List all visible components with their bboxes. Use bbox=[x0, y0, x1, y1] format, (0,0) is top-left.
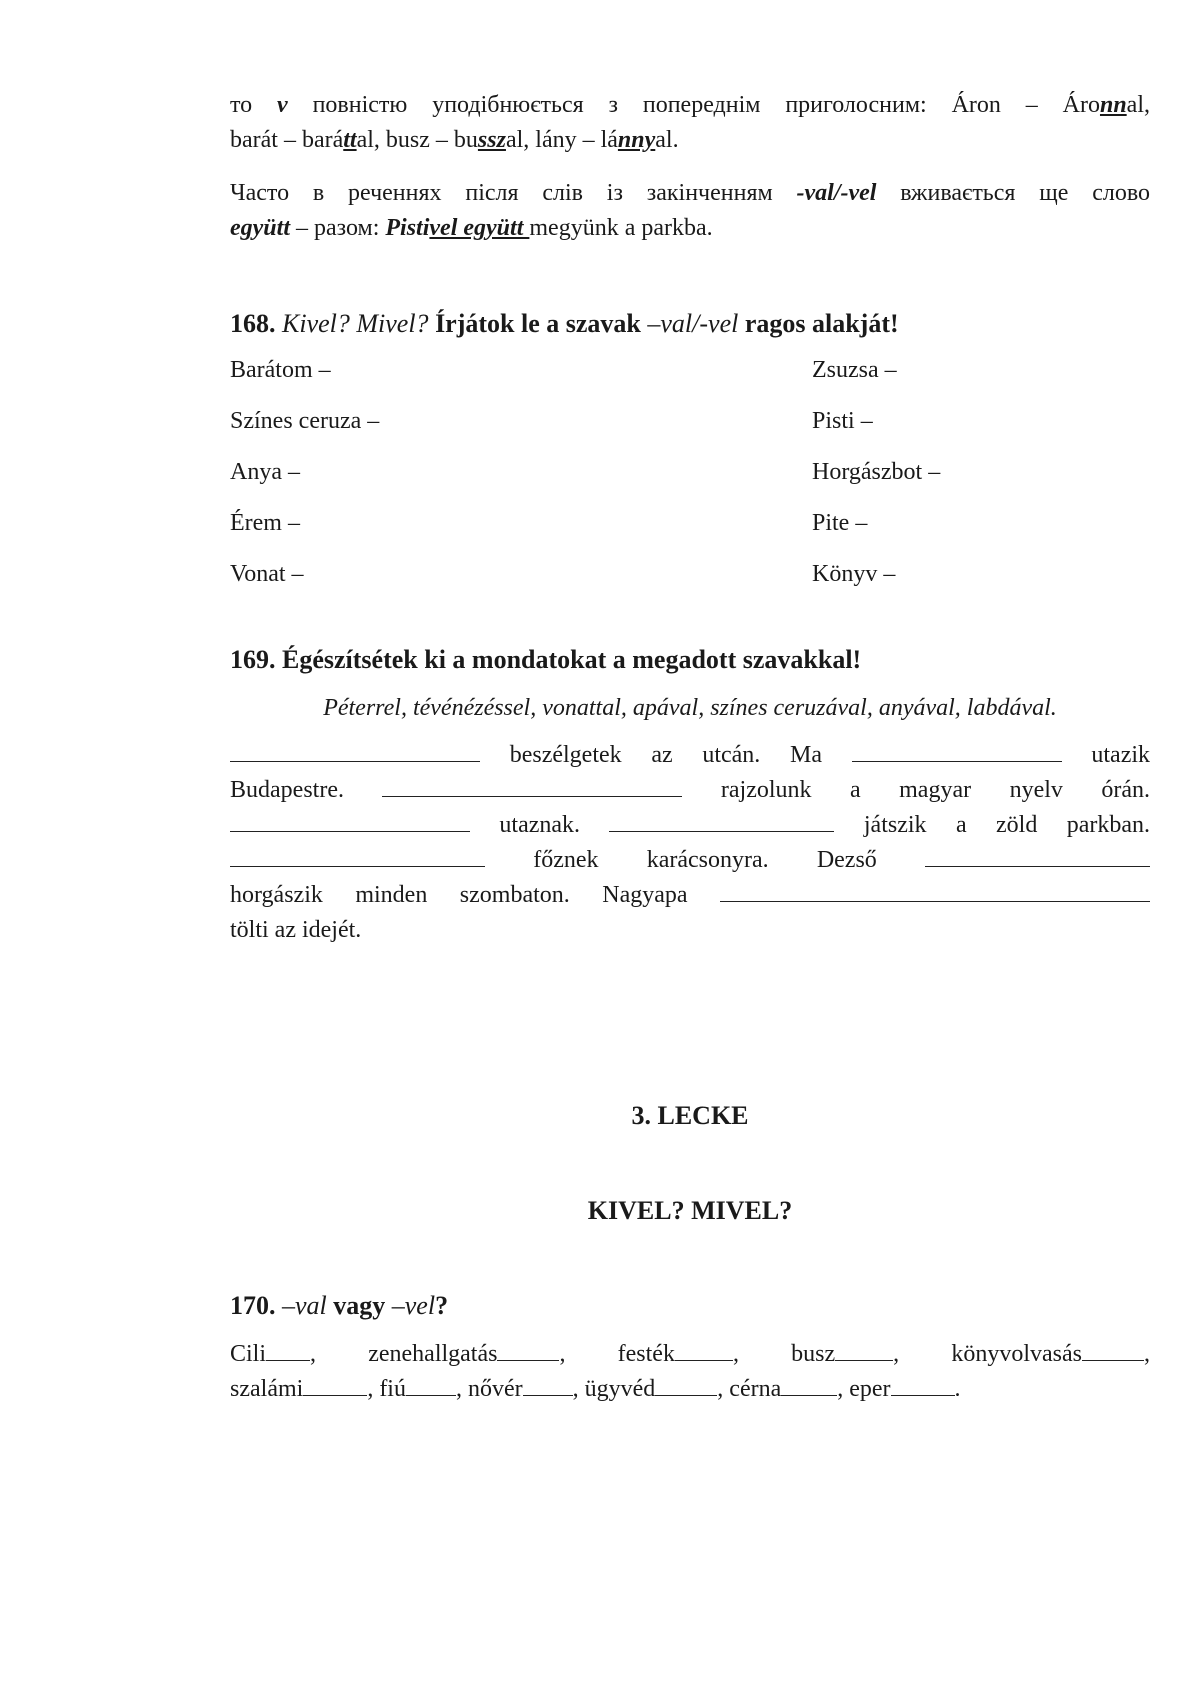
fill-line-2: szalámi , fiú , nővér , ügyvéd , cérna , eper . bbox=[230, 1372, 1150, 1407]
answer-blank[interactable] bbox=[406, 1373, 456, 1396]
answer-blank[interactable] bbox=[852, 739, 1062, 762]
fill-line-3: utaznak. játszik a zöld parkban. bbox=[230, 808, 1150, 843]
fill-line-6: tölti az idejét. bbox=[230, 917, 362, 943]
answer-blank[interactable] bbox=[497, 1338, 559, 1361]
answer-blank[interactable] bbox=[925, 844, 1150, 867]
exercise-170-title: 170. –val vagy –vel? bbox=[230, 1291, 449, 1320]
word-item: Vonat – bbox=[230, 561, 304, 587]
answer-blank[interactable] bbox=[266, 1338, 310, 1361]
exercise-169-wordlist: Péterrel, tévénézéssel, vonattal, apával, színes ceruzával, anyával, labdával. bbox=[323, 695, 1057, 721]
answer-blank[interactable] bbox=[1082, 1338, 1144, 1361]
word-item: Pisti – bbox=[812, 408, 873, 434]
fill-line-2: Budapestre. rajzolunk a magyar nyelv órán. bbox=[230, 773, 1150, 808]
intro-para-2-line-2: együtt – разом: Pistivel együtt megyünk a parkba. bbox=[230, 215, 713, 241]
intro-line-2: barát – baráttal, busz – busszal, lány – lánnyal. bbox=[230, 127, 679, 153]
lesson-subtitle: KIVEL? MIVEL? bbox=[587, 1196, 793, 1225]
answer-blank[interactable] bbox=[609, 809, 834, 832]
exercise-168-word-grid bbox=[230, 353, 1150, 592]
answer-blank[interactable] bbox=[382, 774, 682, 797]
answer-blank[interactable] bbox=[675, 1338, 733, 1361]
answer-blank[interactable] bbox=[891, 1373, 955, 1396]
word-item: Érem – bbox=[230, 510, 300, 536]
answer-blank[interactable] bbox=[781, 1373, 837, 1396]
exercise-170-text bbox=[230, 1337, 1150, 1407]
lesson-title: 3. LECKE bbox=[631, 1101, 749, 1130]
answer-blank[interactable] bbox=[230, 809, 470, 832]
answer-blank[interactable] bbox=[835, 1338, 893, 1361]
word-item: Anya – bbox=[230, 459, 300, 485]
intro-line-1: то v повністю уподібнюється з попереднім приголосним: Áron – Áronnal, bbox=[230, 92, 1150, 118]
word-item: Könyv – bbox=[812, 561, 896, 587]
answer-blank[interactable] bbox=[720, 879, 1150, 902]
fill-line-1: beszélgetek az utcán. Ma utazik bbox=[230, 738, 1150, 773]
exercise-169-title: 169. Égészítsétek ki a mondatokat a megadott szavakkal! bbox=[230, 645, 862, 674]
fill-line-5: horgászik minden szombaton. Nagyapa bbox=[230, 878, 1150, 913]
word-item: Pite – bbox=[812, 510, 868, 536]
answer-blank[interactable] bbox=[230, 739, 480, 762]
page bbox=[230, 88, 1150, 1407]
fill-line-1: Cili , zenehallgatás , festék , busz , könyvolvasás , bbox=[230, 1337, 1150, 1372]
word-item: Barátom – bbox=[230, 357, 331, 383]
answer-blank[interactable] bbox=[655, 1373, 717, 1396]
exercise-169-text bbox=[230, 738, 1150, 948]
answer-blank[interactable] bbox=[303, 1373, 367, 1396]
fill-line-4: főznek karácsonyra. Dezső bbox=[230, 843, 1150, 878]
word-item: Horgászbot – bbox=[812, 459, 941, 485]
answer-blank[interactable] bbox=[230, 844, 485, 867]
exercise-168-title: 168. Kivel? Mivel? Írjátok le a szavak –val/-vel ragos alakját! bbox=[230, 309, 899, 338]
answer-blank[interactable] bbox=[523, 1373, 573, 1396]
word-item: Zsuzsa – bbox=[812, 357, 897, 383]
intro-para-2-line-1: Часто в реченнях після слів із закінченням -val/-vel вживається ще слово bbox=[230, 180, 1151, 206]
word-item: Színes ceruza – bbox=[230, 408, 380, 434]
